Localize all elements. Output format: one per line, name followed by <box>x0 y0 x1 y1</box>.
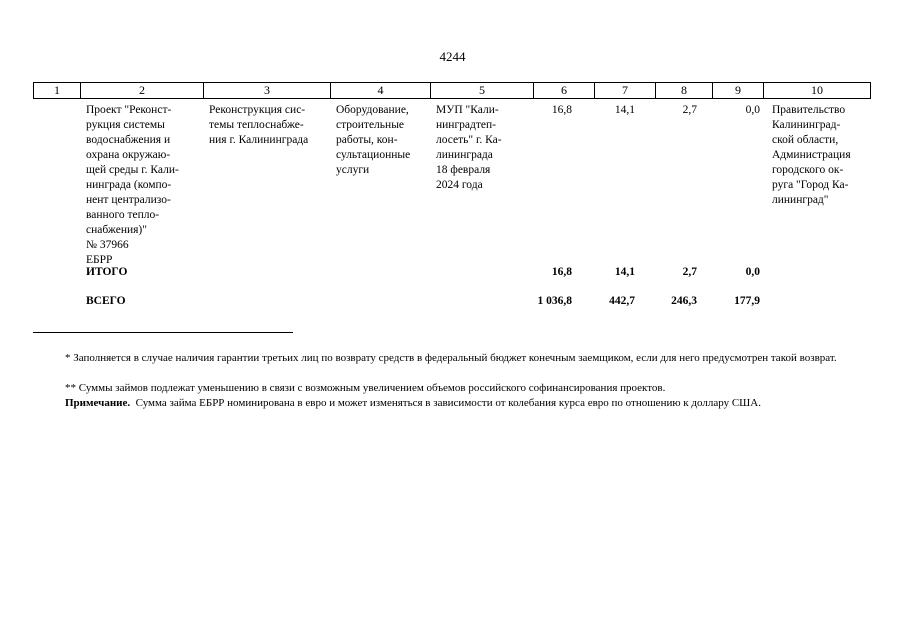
header-col-7: 7 <box>595 83 656 98</box>
project-cell: Проект "Реконст- рукция системы водоснабжения и охрана окружаю- щей среды г. Кали- нинграда (компо- нент централизо- ванного тепло- снабжения)" № 37966 ЕБРР <box>86 104 179 266</box>
header-col-5: 5 <box>431 83 534 98</box>
header-col-2: 2 <box>81 83 204 98</box>
total-label: ИТОГО <box>86 266 128 278</box>
borrower-cell: МУП "Кали- нинградтеп- лосеть" г. Ка- лининграда 18 февраля 2024 года <box>436 104 502 191</box>
remark-text: Сумма займа ЕБРР номинирована в евро и может изменяться в зависимости от колебания курса евро по отношению к доллару США. <box>135 397 761 409</box>
col6-cell: 16,8 <box>551 104 572 116</box>
col9-cell: 0,0 <box>745 104 760 116</box>
footnote-1: * Заполняется в случае наличия гарантии третьих лиц по возврату средств в федеральный бюджет конечным заемщиком, если для него предусмотрен такой возврат. <box>65 352 837 364</box>
grand-total-col8: 246,3 <box>671 295 697 307</box>
footnote-2: ** Суммы займов подлежат уменьшению в связи с возможным увеличением объемов российского софинансирования проектов. <box>65 382 666 394</box>
header-col-9: 9 <box>713 83 764 98</box>
footnote-separator <box>33 332 293 333</box>
total-col6: 16,8 <box>551 266 572 278</box>
col8-cell: 2,7 <box>682 104 697 116</box>
grand-total-col7: 442,7 <box>609 295 635 307</box>
goods-cell: Оборудование, строительные работы, кон- сультационные услуги <box>336 104 411 176</box>
total-col7: 14,1 <box>614 266 635 278</box>
total-col8: 2,7 <box>682 266 697 278</box>
col7-cell: 14,1 <box>614 104 635 116</box>
grand-total-col9: 177,9 <box>734 295 760 307</box>
header-col-3: 3 <box>204 83 331 98</box>
remark-label: Примечание. <box>65 397 131 409</box>
table-header-row <box>33 82 871 99</box>
header-col-8: 8 <box>656 83 713 98</box>
header-col-4: 4 <box>331 83 431 98</box>
remark <box>33 396 869 410</box>
total-col9: 0,0 <box>745 266 760 278</box>
page-number: 4244 <box>439 49 466 64</box>
grand-total-col6: 1 036,8 <box>537 295 572 307</box>
header-col-6: 6 <box>534 83 595 98</box>
header-col-1: 1 <box>34 83 81 98</box>
objective-cell: Реконструкция сис- темы теплоснабже- ния г. Калининграда <box>209 104 309 146</box>
header-col-10: 10 <box>811 83 823 97</box>
grand-total-label: ВСЕГО <box>86 295 126 307</box>
guarantor-cell: Правительство Калининград- ской области, Администрация городского ок- руга "Город Ка- лининград" <box>772 104 851 206</box>
